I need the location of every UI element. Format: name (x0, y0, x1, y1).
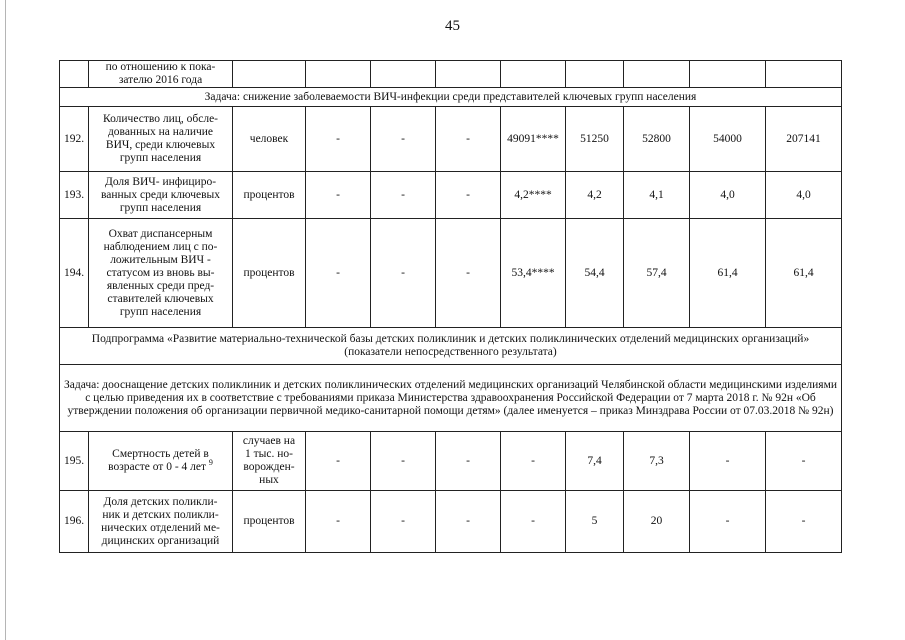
cell-value-text: 4,2**** (514, 188, 552, 201)
cell-value-text: 5 (591, 515, 598, 527)
cell-value-text: 7,3 (649, 454, 664, 467)
cell-value-text: - (401, 266, 405, 279)
cell-value (501, 491, 566, 553)
indicator-name-text: Смертность детей в возрасте от 0 - 4 лет (108, 448, 209, 473)
cell-unit (233, 432, 306, 491)
cell-value-text: 61,4 (717, 266, 738, 279)
cell-num-text: 195. (63, 454, 85, 467)
cell-unit (233, 219, 306, 328)
cell-value (306, 61, 371, 88)
table-row (60, 172, 842, 219)
cell-value (436, 219, 501, 328)
cell-value (766, 61, 842, 88)
cell-num-text: 193. (63, 188, 85, 201)
cell-value-text: 52800 (642, 132, 671, 145)
cell-value (624, 107, 690, 172)
cell-value (766, 219, 842, 328)
cell-value (436, 61, 501, 88)
cell-value-text: 49091**** (507, 132, 559, 145)
indicator-name (89, 107, 233, 172)
cell-unit-text: случаев на 1 тыс. но- ворожден- ных (242, 435, 296, 486)
cell-value (690, 172, 766, 219)
cell-value-text: 4,0 (720, 188, 735, 201)
cell-value (306, 172, 371, 219)
cell-value (624, 432, 690, 491)
cell-value-text: - (801, 454, 806, 467)
indicator-name (89, 172, 233, 219)
cell-num (60, 61, 89, 88)
cell-num (60, 107, 89, 172)
footnote-marker: 9 (208, 458, 213, 468)
cell-value-text: 54,4 (584, 266, 605, 279)
cell-value-text: - (531, 515, 535, 527)
indicator-name (89, 491, 233, 553)
scan-edge-line (5, 0, 6, 640)
cell-value (566, 107, 624, 172)
cell-value (624, 219, 690, 328)
cell-value (690, 61, 766, 88)
table-row (60, 432, 842, 491)
cell-value (306, 107, 371, 172)
table-row-continued (60, 61, 842, 88)
cell-value (306, 432, 371, 491)
indicator-name (89, 219, 233, 328)
cell-value (501, 107, 566, 172)
cell-value-text: - (466, 132, 470, 145)
cell-value (566, 61, 624, 88)
indicator-name-text: Доля детских поликли- ник и детских поликли- нических отделений ме- дицинских организаций (101, 495, 220, 547)
cell-value (690, 491, 766, 553)
cell-value (566, 432, 624, 491)
cell-value (501, 219, 566, 328)
cell-num-text: 192. (63, 132, 85, 145)
cell-value (501, 172, 566, 219)
indicator-name-text: Количество лиц, обсле- дованных на наличие ВИЧ, среди ключевых групп населения (102, 113, 219, 164)
cell-value-text: 20 (650, 515, 663, 527)
cell-value (501, 432, 566, 491)
cell-value (371, 491, 436, 553)
cell-value (436, 432, 501, 491)
indicator-name-text: Охват диспансерным наблюдением лиц с по- ложительным ВИЧ - статусом из вновь вы- явленных среди пред- ставителей ключевых групп населения (103, 227, 218, 318)
cell-value-text: 4,0 (796, 188, 811, 201)
cell-value (624, 491, 690, 553)
cell-num (60, 491, 89, 553)
cell-unit-text: процентов (243, 515, 295, 527)
subprogram-row (60, 328, 842, 365)
cell-value-text: - (336, 266, 340, 279)
cell-value (371, 432, 436, 491)
cell-value (371, 219, 436, 328)
cell-value-text: 51250 (580, 132, 609, 145)
cell-value (766, 107, 842, 172)
cell-value (371, 172, 436, 219)
cell-num-text: 196. (63, 515, 85, 527)
cell-value (371, 61, 436, 88)
cell-value-text: - (401, 454, 405, 467)
cell-value-text: - (336, 454, 340, 467)
indicators-table (59, 60, 842, 553)
cell-value-text: - (401, 515, 405, 527)
cell-value-text: - (466, 188, 470, 201)
cell-value-text: - (466, 515, 470, 527)
cell-value-text: 7,4 (587, 454, 602, 467)
cell-num (60, 172, 89, 219)
cell-value (690, 107, 766, 172)
cell-value (501, 61, 566, 88)
table-row (60, 491, 842, 553)
cell-unit-text: процентов (243, 188, 295, 201)
cell-value (766, 491, 842, 553)
cell-value-text: - (401, 132, 405, 145)
cell-value-text: 4,2 (587, 188, 602, 201)
cell-value (436, 172, 501, 219)
cell-value (624, 172, 690, 219)
cell-value (306, 491, 371, 553)
cell-value-text: - (336, 515, 340, 527)
cell-num (60, 219, 89, 328)
cell-value (766, 172, 842, 219)
subprogram-row-text: Подпрограмма «Развитие материально-технической базы детских поликлиник и детских поликлинических отделений медицинских организаций» (показатели непосредственного результата) (60, 328, 842, 365)
indicator-name (89, 432, 233, 491)
task-row-equipment (60, 365, 842, 432)
task-row-hiv (60, 88, 842, 107)
cell-unit-text: человек (249, 132, 289, 145)
cell-value-text: 57,4 (646, 266, 667, 279)
cell-value-text: 207141 (786, 132, 821, 145)
cell-unit (233, 107, 306, 172)
cell-num (60, 432, 89, 491)
cell-value (436, 491, 501, 553)
cell-value-text: 54000 (713, 132, 742, 145)
cell-unit (233, 491, 306, 553)
cell-unit-text: процентов (243, 266, 295, 279)
cell-value-text: - (336, 132, 340, 145)
cell-value-text: 61,4 (793, 266, 814, 279)
task-row-equipment-text: Задача: дооснащение детских поликлиник и детских поликлинических отделений медицинских организаций Челябинской области медицинскими изделиями с целью приведения их в соответствие с требованиями приказа Министерства здравоохранения Российской Федерации от 7 марта 2018 г. № 92н «Об утверждении положения об организации первичной медико-санитарной помощи детям» (далее именуется – приказ Минздрава России от 07.03.2018 № 92н) (60, 365, 842, 432)
task-hiv-text: Задача: снижение заболеваемости ВИЧ-инфекции среди представителей ключевых групп населения (60, 88, 842, 107)
cell-num-text: 194. (63, 266, 85, 279)
cell-unit (233, 61, 306, 88)
cell-value-text: - (466, 454, 470, 467)
cell-value-text: - (401, 188, 405, 201)
cell-value (566, 172, 624, 219)
cell-value-text: - (801, 515, 806, 527)
cell-value-text: 4,1 (649, 188, 664, 201)
cell-value (371, 107, 436, 172)
indicator-name-text: Доля ВИЧ- инфициро- ванных среди ключевых групп населения (100, 175, 220, 214)
cell-value (436, 107, 501, 172)
cell-value-text: - (531, 454, 535, 467)
cell-value (306, 219, 371, 328)
cell-value (766, 432, 842, 491)
cell-value (690, 432, 766, 491)
cell-value-text: 53,4**** (511, 266, 555, 279)
table-row (60, 107, 842, 172)
table-row (60, 219, 842, 328)
cell-unit (233, 172, 306, 219)
cell-value (624, 61, 690, 88)
cell-value (566, 491, 624, 553)
cell-value-text: - (466, 266, 470, 279)
cell-value (690, 219, 766, 328)
page-number: 45 (445, 18, 460, 34)
cell-value (566, 219, 624, 328)
cell-value-text: - (725, 454, 730, 467)
cell-value-text: - (725, 515, 730, 527)
cell-value-text: - (336, 188, 340, 201)
indicator-name: по отношению к пока- зателю 2016 года (89, 61, 233, 88)
